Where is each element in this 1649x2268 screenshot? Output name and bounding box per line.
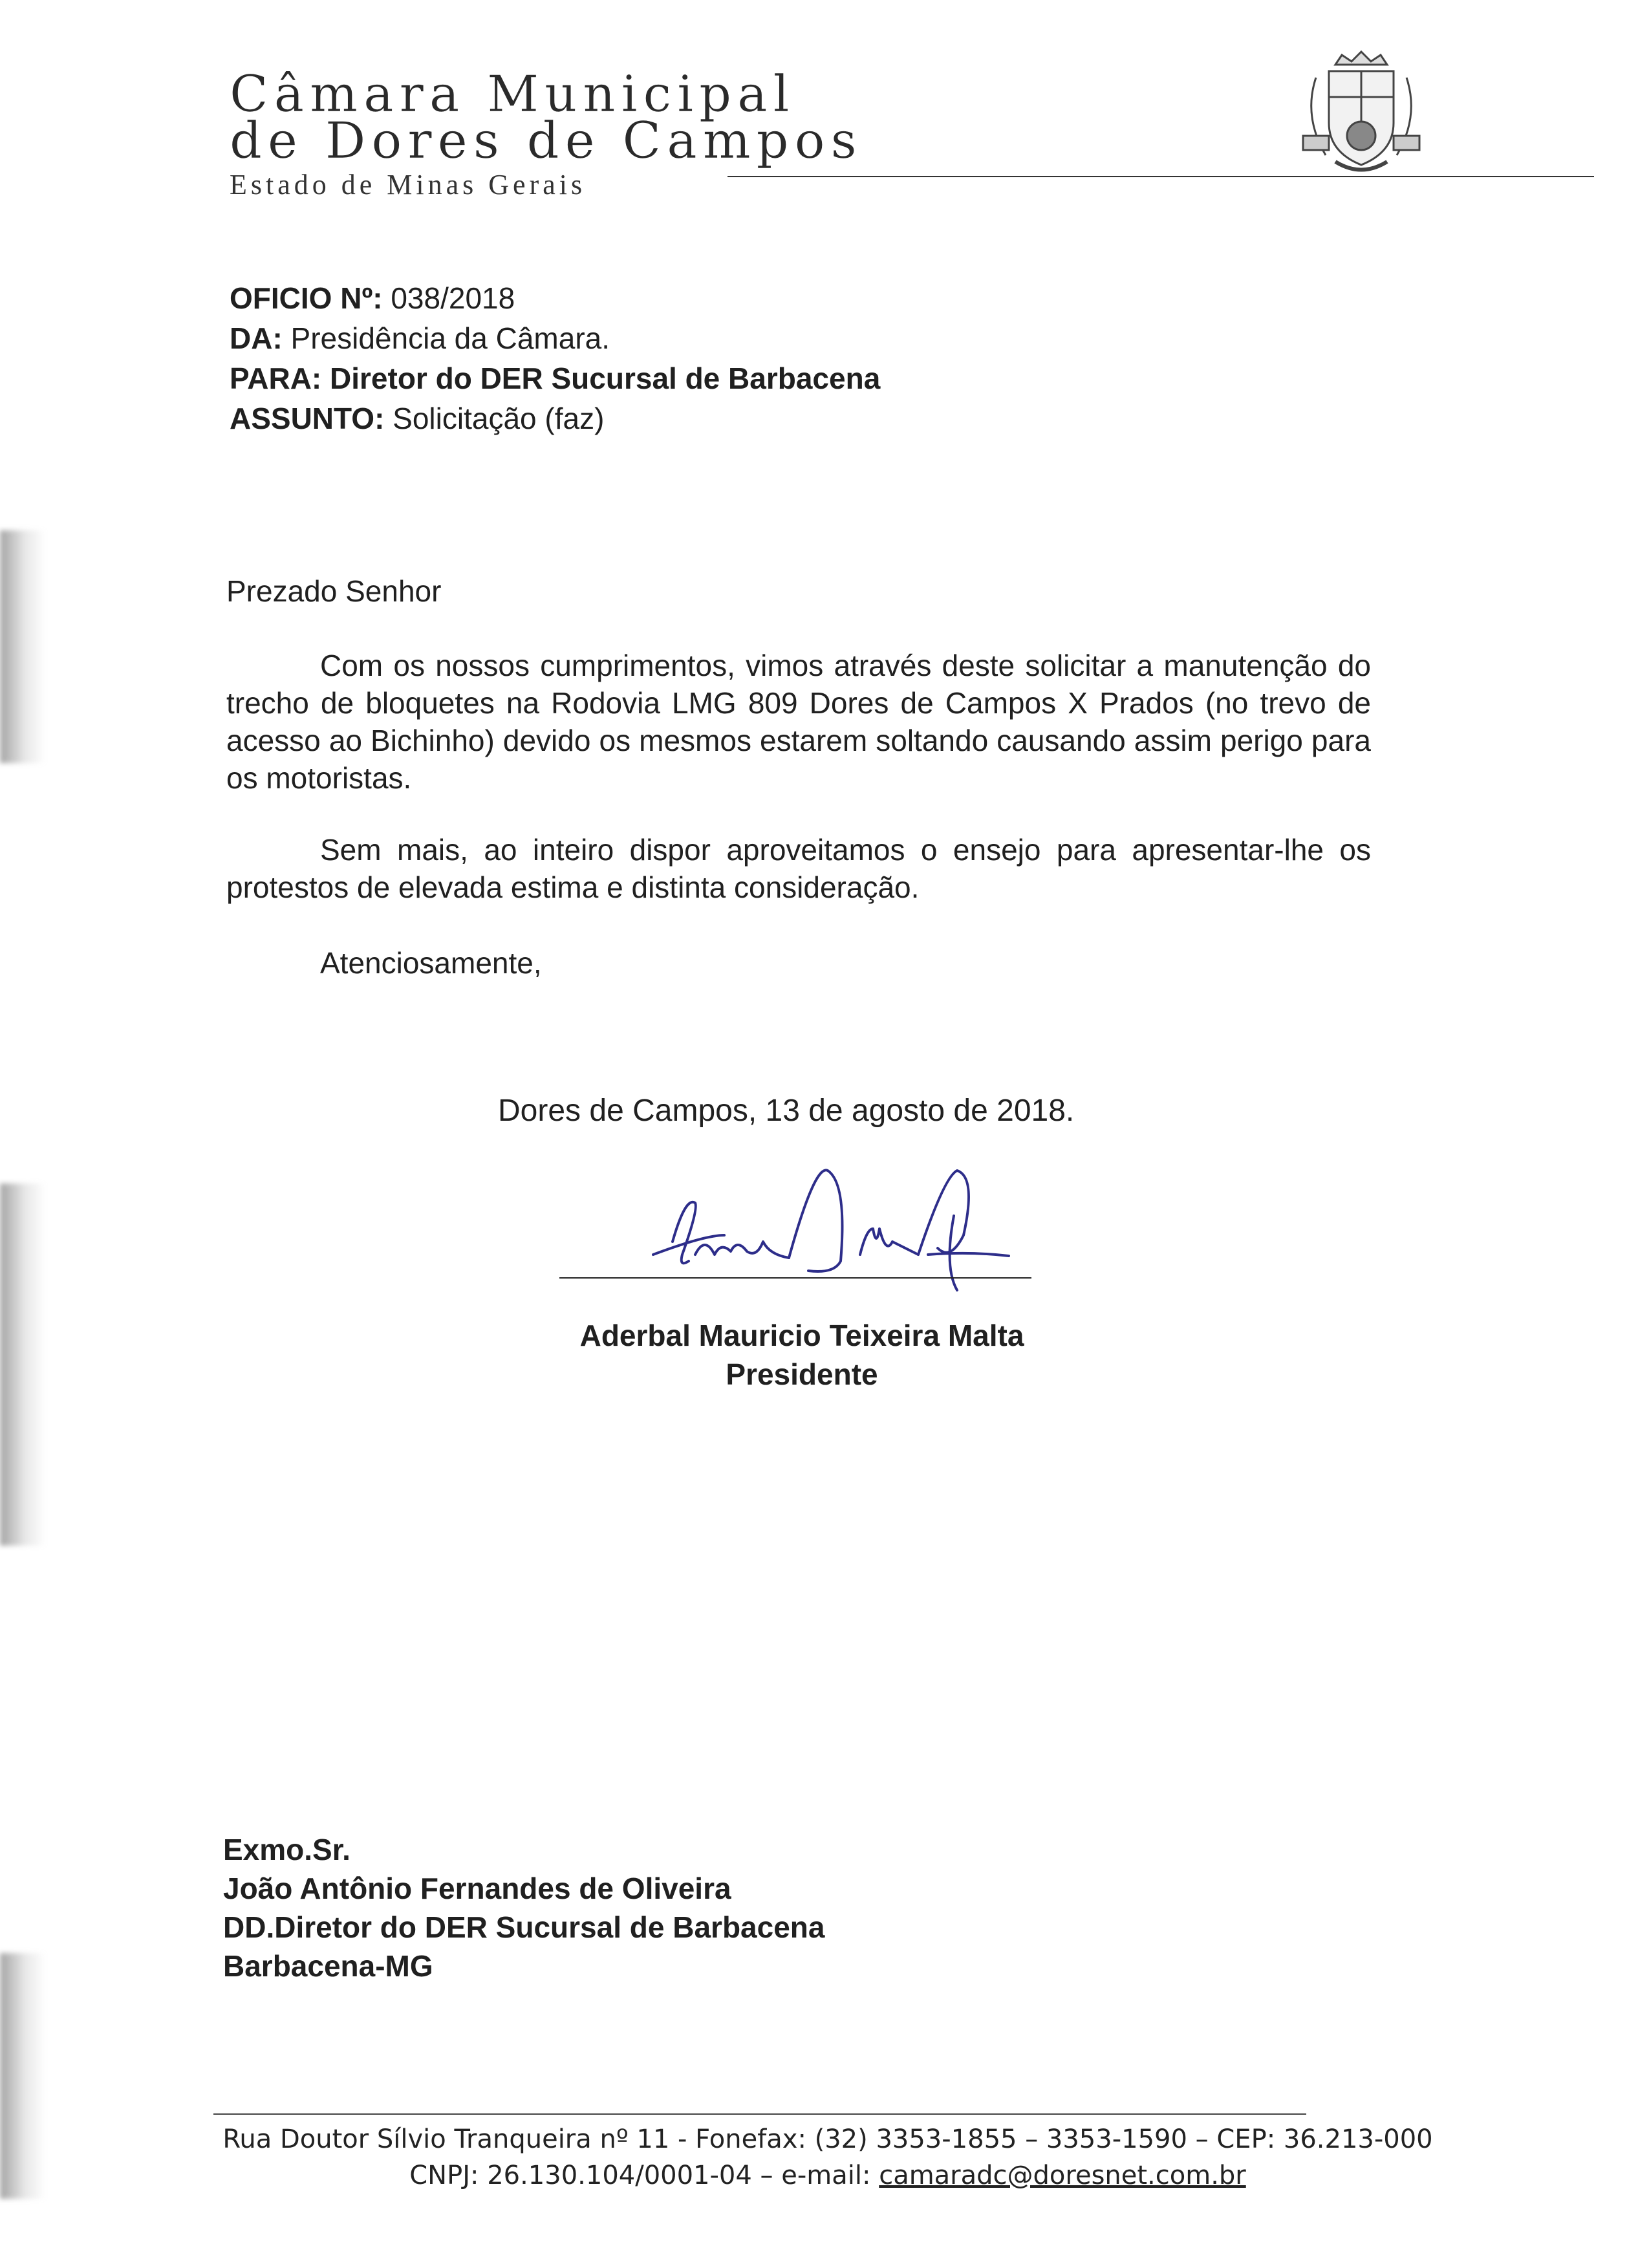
letterhead bbox=[230, 65, 1368, 200]
addressee-name: João Antônio Fernandes de Oliveira bbox=[223, 1872, 731, 1905]
addressee-role: DD.Diretor do DER Sucursal de Barbacena bbox=[223, 1910, 825, 1944]
to-line bbox=[230, 358, 880, 398]
signature-line bbox=[559, 1277, 1031, 1279]
footer-cnpj: CNPJ: 26.130.104/0001-04 – e-mail: bbox=[409, 2161, 879, 2190]
signer-name: Aderbal Mauricio Teixeira Malta bbox=[579, 1319, 1024, 1352]
scan-artifact-bottom bbox=[0, 1953, 45, 2199]
handwritten-signature bbox=[556, 1158, 1048, 1300]
signer-title: Presidente bbox=[726, 1357, 878, 1391]
oficio-label: OFICIO Nº: bbox=[230, 281, 383, 315]
subject-value: Solicitação (faz) bbox=[384, 402, 605, 435]
place-and-date: Dores de Campos, 13 de agosto de 2018. bbox=[498, 1094, 1075, 1128]
subject-line bbox=[230, 398, 880, 438]
letterhead-state: Estado de Minas Gerais bbox=[230, 169, 587, 200]
coat-of-arms-icon bbox=[1290, 45, 1432, 181]
salutation: Prezado Senhor bbox=[226, 574, 442, 608]
body-paragraph-2: Sem mais, ao inteiro dispor aproveitamos o ensejo para apresentar-lhe os protestos de elevada estima e distinta consideração. bbox=[226, 833, 1371, 904]
addressee-block bbox=[223, 1830, 824, 1985]
footer-address: Rua Doutor Sílvio Tranqueira nº 11 - Fonefax: (32) 3353-1855 – 3353-1590 – CEP: 36.213-000 bbox=[222, 2124, 1433, 2154]
letterhead-title-line2: de Dores de Campos bbox=[230, 112, 863, 170]
body-paragraph-1: Com os nossos cumprimentos, vimos através deste solicitar a manutenção do trecho de bloquetes na Rodovia LMG 809 Dores de Campos X Prados (no trevo de acesso ao Bichinho) devido os mesmos estarem soltando causando assim perigo para os motoristas. bbox=[226, 649, 1371, 795]
oficio-value: 038/2018 bbox=[382, 281, 515, 315]
closing: Atenciosamente, bbox=[320, 946, 542, 980]
footer-email-link[interactable]: camaradc@doresnet.com.br bbox=[879, 2161, 1246, 2190]
letterhead-title-line1: Câmara Municipal bbox=[230, 65, 795, 124]
addressee-city: Barbacena-MG bbox=[223, 1949, 433, 1983]
scan-artifact-top bbox=[0, 530, 45, 763]
to-label: PARA: bbox=[230, 362, 322, 395]
from-line bbox=[230, 318, 880, 358]
addressee-salutation: Exmo.Sr. bbox=[223, 1833, 350, 1866]
letterhead-rule bbox=[727, 176, 1594, 177]
oficio-number bbox=[230, 278, 880, 318]
document-header bbox=[230, 278, 880, 438]
to-value: Diretor do DER Sucursal de Barbacena bbox=[321, 362, 881, 395]
footer-rule bbox=[213, 2113, 1306, 2115]
subject-label: ASSUNTO: bbox=[230, 402, 385, 435]
from-value: Presidência da Câmara. bbox=[282, 321, 610, 355]
scan-artifact-middle bbox=[0, 1183, 45, 1546]
footer-contact bbox=[194, 2157, 1461, 2194]
from-label: DA: bbox=[230, 321, 283, 355]
signer-block bbox=[517, 1316, 1086, 1394]
footer bbox=[194, 2121, 1461, 2194]
